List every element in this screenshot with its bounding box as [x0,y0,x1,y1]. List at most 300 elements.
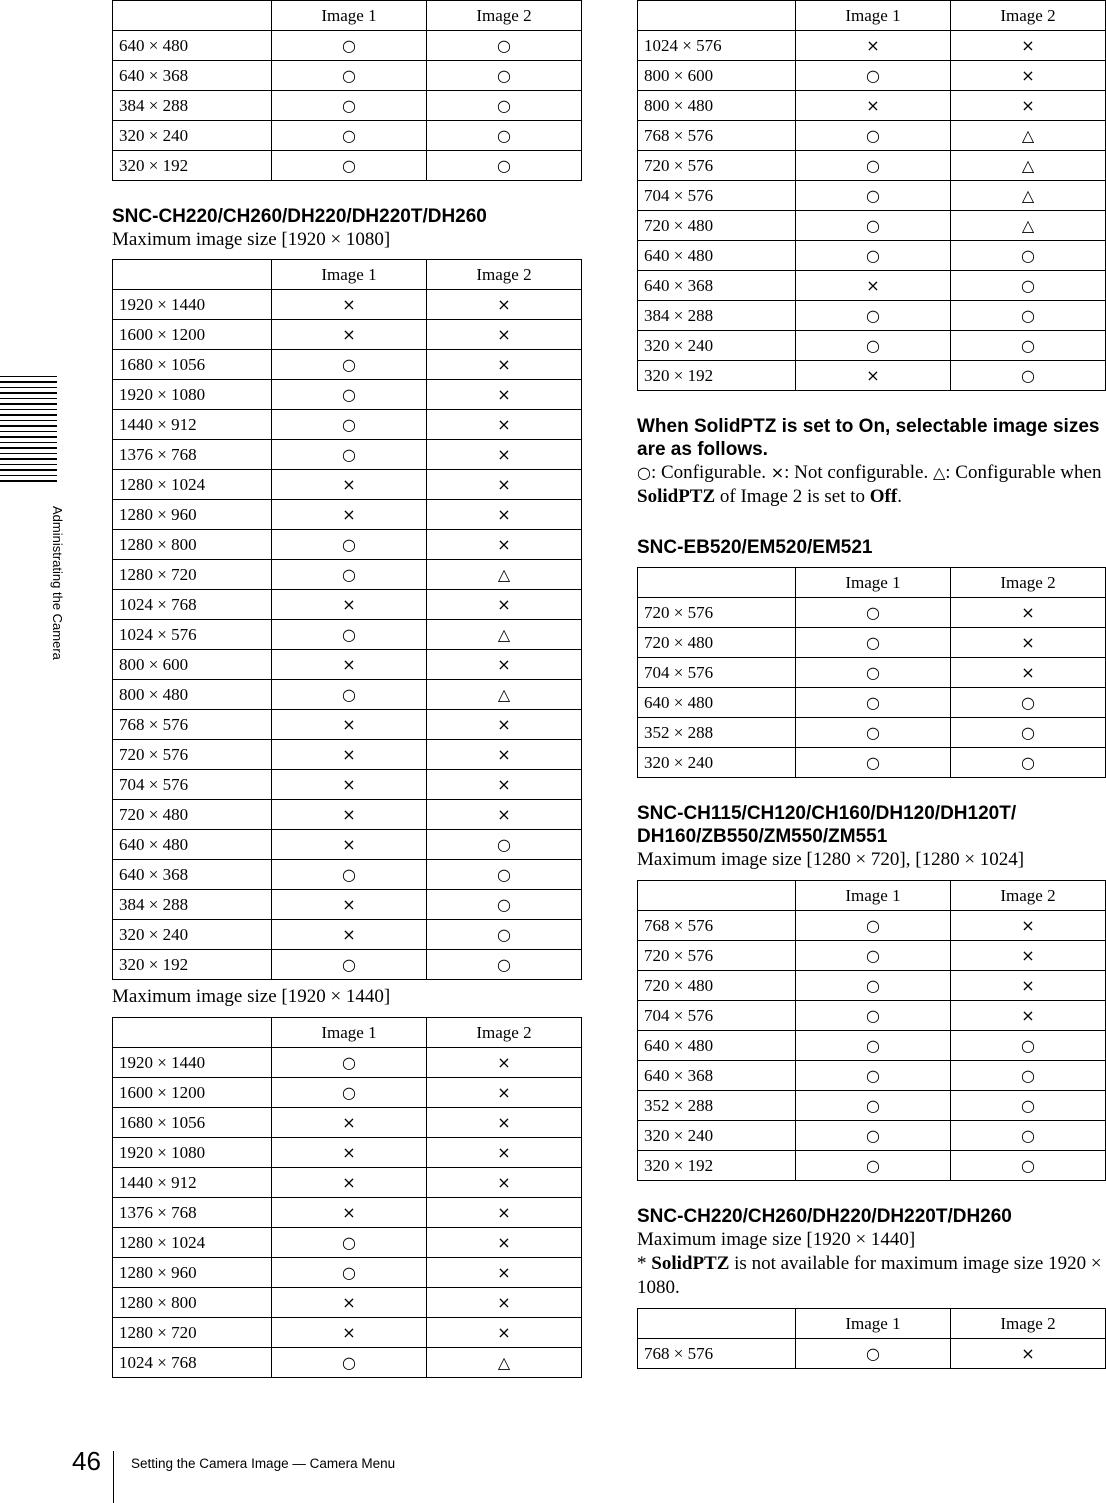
column-header: Image 1 [796,568,951,598]
table-row [638,121,1106,151]
circle-icon: ○ [796,628,951,658]
footer-divider [113,1451,114,1503]
cross-icon: × [951,1001,1106,1031]
column-header [113,1,272,31]
column-header: Image 1 [272,1018,427,1048]
circle-icon: ○ [427,950,582,980]
image-size-cell: 640 × 368 [113,860,272,890]
image-size-cell: 720 × 576 [638,598,796,628]
cross-icon: × [427,530,582,560]
circle-icon: ○ [796,211,951,241]
model-heading: SNC-CH115/CH120/CH160/DH120/DH120T/ [637,803,1017,824]
table-row [113,1198,582,1228]
image-size-cell: 1280 × 800 [113,530,272,560]
triangle-icon: △ [951,121,1106,151]
image-size-cell: 704 × 576 [638,658,796,688]
table-row [113,1318,582,1348]
column-header: Image 1 [796,881,951,911]
image-size-cell: 640 × 480 [638,688,796,718]
column-header: Image 2 [427,1018,582,1048]
circle-icon: ○ [796,301,951,331]
max-size-caption: Maximum image size [1920 × 1440] [637,1229,916,1250]
image-size-cell: 320 × 192 [638,361,796,391]
cross-icon: × [427,1288,582,1318]
cross-icon: × [796,361,951,391]
cross-icon: × [272,890,427,920]
circle-icon: ○ [796,121,951,151]
table-row [638,91,1106,121]
circle-icon: ○ [796,331,951,361]
cross-icon: × [272,290,427,320]
circle-icon: ○ [951,1091,1106,1121]
table-row [113,890,582,920]
table-row [113,920,582,950]
table-row [113,740,582,770]
circle-icon: ○ [272,1048,427,1078]
circle-icon: ○ [427,91,582,121]
image-size-cell: 320 × 192 [113,151,272,181]
table-row [113,500,582,530]
image-size-cell: 384 × 288 [113,890,272,920]
table-row [113,320,582,350]
circle-icon: ○ [427,151,582,181]
circle-icon: ○ [272,151,427,181]
cross-icon: × [427,1198,582,1228]
image-size-cell: 1440 × 912 [113,1168,272,1198]
table-row [113,1048,582,1078]
image-size-cell: 768 × 576 [638,1339,796,1369]
cross-icon: × [427,350,582,380]
circle-icon: ○ [796,688,951,718]
image-size-cell: 720 × 480 [113,800,272,830]
size-table [112,0,582,181]
table-row [113,530,582,560]
circle-icon: ○ [796,61,951,91]
image-size-cell: 384 × 288 [113,91,272,121]
table-row [638,361,1106,391]
cross-icon: × [272,320,427,350]
table-row [638,1339,1106,1369]
size-table [112,1017,582,1378]
column-header: Image 1 [796,1309,951,1339]
table-row [113,121,582,151]
cross-icon: × [272,710,427,740]
size-table [637,1308,1106,1369]
circle-icon: ○ [951,1031,1106,1061]
image-size-cell: 1600 × 1200 [113,1078,272,1108]
image-size-cell: 800 × 480 [638,91,796,121]
max-size-caption: Maximum image size [1920 × 1080] [112,229,391,250]
circle-icon: ○ [796,1031,951,1061]
table-row [638,151,1106,181]
column-header [638,1,796,31]
table-row [113,1138,582,1168]
table-header-row [638,881,1106,911]
table-row [638,331,1106,361]
table-row [638,181,1106,211]
image-size-cell: 1024 × 768 [113,590,272,620]
triangle-icon: △ [427,560,582,590]
image-size-cell: 768 × 576 [113,710,272,740]
table-row [638,1151,1106,1181]
cross-icon: × [427,380,582,410]
circle-icon: ○ [796,971,951,1001]
symbol-legend: ○: Configurable. ×: Not configurable. △: Configurable when SolidPTZ of Image 2 is set to Off. [637,462,1102,507]
cross-icon: × [272,770,427,800]
circle-icon: ○ [951,271,1106,301]
size-table [637,880,1106,1181]
cross-icon: × [951,61,1106,91]
cross-icon: × [272,1138,427,1168]
cross-icon: × [272,1198,427,1228]
cross-icon: × [272,590,427,620]
cross-icon: × [272,1108,427,1138]
circle-icon: ○ [272,560,427,590]
circle-icon: ○ [951,1151,1106,1181]
table-row [638,941,1106,971]
cross-icon: × [427,1078,582,1108]
solidptz-heading: When SolidPTZ is set to On, selectable image sizes are as follows. [637,416,1100,460]
triangle-icon: △ [932,463,946,482]
image-size-cell: 1680 × 1056 [113,1108,272,1138]
image-size-cell: 352 × 288 [638,718,796,748]
image-size-cell: 1680 × 1056 [113,350,272,380]
image-size-cell: 1600 × 1200 [113,320,272,350]
image-size-cell: 640 × 480 [113,31,272,61]
max-size-caption: Maximum image size [1280 × 720], [1280 × 1024] [637,849,1025,870]
cross-icon: × [272,830,427,860]
image-size-cell: 720 × 480 [638,971,796,1001]
table-row [638,271,1106,301]
image-size-cell: 720 × 576 [638,151,796,181]
table-row [638,61,1106,91]
table-row [113,470,582,500]
image-size-cell: 1920 × 1440 [113,290,272,320]
circle-icon: ○ [272,121,427,151]
circle-icon: ○ [796,748,951,778]
table-row [113,410,582,440]
table-row [113,91,582,121]
circle-icon: ○ [272,31,427,61]
image-size-cell: 1280 × 720 [113,560,272,590]
cross-icon: × [272,1168,427,1198]
triangle-icon: △ [951,181,1106,211]
column-header [113,1018,272,1048]
model-heading: SNC-CH220/CH260/DH220/DH220T/DH260 [637,1206,1012,1227]
image-size-cell: 640 × 368 [638,1061,796,1091]
cross-icon: × [951,628,1106,658]
circle-icon: ○ [427,890,582,920]
cross-icon: × [427,500,582,530]
cross-icon: × [427,1258,582,1288]
table-row [638,911,1106,941]
circle-icon: ○ [796,911,951,941]
table-row [113,650,582,680]
cross-icon: × [427,1048,582,1078]
image-size-cell: 1280 × 1024 [113,470,272,500]
table-row [113,1288,582,1318]
circle-icon: ○ [796,181,951,211]
column-header: Image 1 [272,1,427,31]
circle-icon: ○ [272,950,427,980]
image-size-cell: 640 × 480 [113,830,272,860]
table-row [113,860,582,890]
image-size-cell: 320 × 240 [638,1121,796,1151]
model-heading-continued: DH160/ZB550/ZM550/ZM551 [637,826,888,847]
table-row [638,718,1106,748]
size-table [112,259,582,980]
image-size-cell: 1440 × 912 [113,410,272,440]
image-size-cell: 320 × 192 [113,950,272,980]
cross-icon: × [796,271,951,301]
image-size-cell: 1920 × 1440 [113,1048,272,1078]
image-size-cell: 320 × 240 [638,748,796,778]
cross-icon: × [272,800,427,830]
triangle-icon: △ [427,680,582,710]
triangle-icon: △ [427,620,582,650]
table-row [638,658,1106,688]
image-size-cell: 720 × 480 [638,211,796,241]
circle-icon: ○ [796,241,951,271]
image-size-cell: 320 × 192 [638,1151,796,1181]
table-row [638,301,1106,331]
circle-icon: ○ [796,598,951,628]
image-size-cell: 320 × 240 [113,121,272,151]
circle-icon: ○ [951,241,1106,271]
table-row [113,290,582,320]
circle-icon: ○ [637,463,651,482]
image-size-cell: 320 × 240 [113,920,272,950]
column-header: Image 2 [951,1309,1106,1339]
table-header-row [113,1,582,31]
image-size-cell: 768 × 576 [638,911,796,941]
table-row [113,710,582,740]
image-size-cell: 1920 × 1080 [113,1138,272,1168]
table-row [638,1091,1106,1121]
image-size-cell: 1376 × 768 [113,440,272,470]
cross-icon: × [951,598,1106,628]
table-row [113,590,582,620]
circle-icon: ○ [272,380,427,410]
circle-icon: ○ [951,1121,1106,1151]
table-row [113,1228,582,1258]
table-row [113,1258,582,1288]
column-header [113,260,272,290]
image-size-cell: 720 × 576 [638,941,796,971]
cross-icon: × [427,290,582,320]
column-header: Image 1 [272,260,427,290]
circle-icon: ○ [796,1339,951,1369]
cross-icon: × [427,410,582,440]
table-row [638,211,1106,241]
cross-icon: × [951,971,1106,1001]
circle-icon: ○ [272,1228,427,1258]
table-row [113,380,582,410]
table-row [113,620,582,650]
table-row [638,31,1106,61]
table-row [638,748,1106,778]
table-row [113,1348,582,1378]
cross-icon: × [427,1168,582,1198]
circle-icon: ○ [272,440,427,470]
cross-icon: × [427,1228,582,1258]
circle-icon: ○ [796,658,951,688]
column-header: Image 2 [427,1,582,31]
circle-icon: ○ [427,121,582,151]
cross-icon: × [951,911,1106,941]
table-row [638,1121,1106,1151]
circle-icon: ○ [796,151,951,181]
column-header [638,1309,796,1339]
table-header-row [113,1018,582,1048]
table-header-row [113,260,582,290]
section-label: Administrating the Camera [50,506,65,660]
image-size-cell: 640 × 368 [113,61,272,91]
model-heading: SNC-EB520/EM520/EM521 [637,537,873,558]
table-row [113,830,582,860]
circle-icon: ○ [272,410,427,440]
column-header [638,881,796,911]
image-size-cell: 704 × 576 [113,770,272,800]
image-size-cell: 1280 × 800 [113,1288,272,1318]
cross-icon: × [796,91,951,121]
table-row [113,440,582,470]
table-row [638,1001,1106,1031]
cross-icon: × [272,1288,427,1318]
column-header: Image 2 [951,1,1106,31]
triangle-icon: △ [951,151,1106,181]
image-size-cell: 704 × 576 [638,181,796,211]
circle-icon: ○ [796,1001,951,1031]
circle-icon: ○ [796,1091,951,1121]
table-row [638,971,1106,1001]
cross-icon: × [796,31,951,61]
image-size-cell: 384 × 288 [638,301,796,331]
cross-icon: × [427,320,582,350]
cross-icon: × [427,1318,582,1348]
circle-icon: ○ [427,920,582,950]
table-header-row [638,1,1106,31]
cross-icon: × [427,650,582,680]
circle-icon: ○ [796,1121,951,1151]
column-header: Image 2 [951,568,1106,598]
image-size-cell: 640 × 480 [638,241,796,271]
column-header: Image 1 [796,1,951,31]
cross-icon: × [951,31,1106,61]
image-size-cell: 720 × 480 [638,628,796,658]
image-size-cell: 1920 × 1080 [113,380,272,410]
table-row [638,241,1106,271]
image-size-cell: 800 × 600 [113,650,272,680]
cross-icon: × [951,91,1106,121]
column-header: Image 2 [951,881,1106,911]
image-size-cell: 1024 × 576 [638,31,796,61]
table-row [113,350,582,380]
table-row [113,800,582,830]
table-row [113,1078,582,1108]
circle-icon: ○ [272,860,427,890]
table-header-row [638,568,1106,598]
circle-icon: ○ [951,718,1106,748]
circle-icon: ○ [951,361,1106,391]
table-row [638,598,1106,628]
circle-icon: ○ [272,620,427,650]
circle-icon: ○ [427,31,582,61]
circle-icon: ○ [951,748,1106,778]
circle-icon: ○ [951,331,1106,361]
table-row [113,31,582,61]
cross-icon: × [272,920,427,950]
size-table [637,567,1106,778]
table-row [113,680,582,710]
image-size-cell: 640 × 480 [638,1031,796,1061]
table-row [113,770,582,800]
cross-icon: × [427,740,582,770]
size-table [637,0,1106,391]
cross-icon: × [427,470,582,500]
image-size-cell: 768 × 576 [638,121,796,151]
image-size-cell: 1280 × 960 [113,500,272,530]
image-size-cell: 720 × 576 [113,740,272,770]
page-number: 46 [72,1446,101,1476]
cross-icon: × [427,440,582,470]
solidptz-note: * SolidPTZ is not available for maximum image size 1920 × 1080. [637,1253,1102,1298]
table-row [113,560,582,590]
circle-icon: ○ [427,61,582,91]
table-row [113,1108,582,1138]
triangle-icon: △ [427,1348,582,1378]
cross-icon: × [272,500,427,530]
cross-icon: × [427,710,582,740]
left-column [112,0,582,1378]
circle-icon: ○ [951,1061,1106,1091]
triangle-icon: △ [951,211,1106,241]
image-size-cell: 800 × 480 [113,680,272,710]
table-row [638,1031,1106,1061]
circle-icon: ○ [796,941,951,971]
circle-icon: ○ [951,301,1106,331]
cross-icon: × [427,770,582,800]
circle-icon: ○ [272,530,427,560]
table-row [113,151,582,181]
cross-icon: × [427,1108,582,1138]
image-size-cell: 320 × 240 [638,331,796,361]
max-size-caption: Maximum image size [1920 × 1440] [112,986,391,1007]
table-row [638,1061,1106,1091]
image-size-cell: 1280 × 1024 [113,1228,272,1258]
circle-icon: ○ [272,61,427,91]
circle-icon: ○ [272,350,427,380]
section-tab-stripes [0,376,57,486]
circle-icon: ○ [796,718,951,748]
image-size-cell: 800 × 600 [638,61,796,91]
cross-icon: × [951,658,1106,688]
circle-icon: ○ [427,860,582,890]
image-size-cell: 1376 × 768 [113,1198,272,1228]
cross-icon: × [272,470,427,500]
table-row [113,950,582,980]
right-column [637,0,1106,1369]
cross-icon: × [770,463,785,482]
cross-icon: × [272,740,427,770]
circle-icon: ○ [272,1348,427,1378]
cross-icon: × [272,1318,427,1348]
circle-icon: ○ [272,1258,427,1288]
image-size-cell: 704 × 576 [638,1001,796,1031]
cross-icon: × [272,650,427,680]
image-size-cell: 352 × 288 [638,1091,796,1121]
table-row [113,1168,582,1198]
